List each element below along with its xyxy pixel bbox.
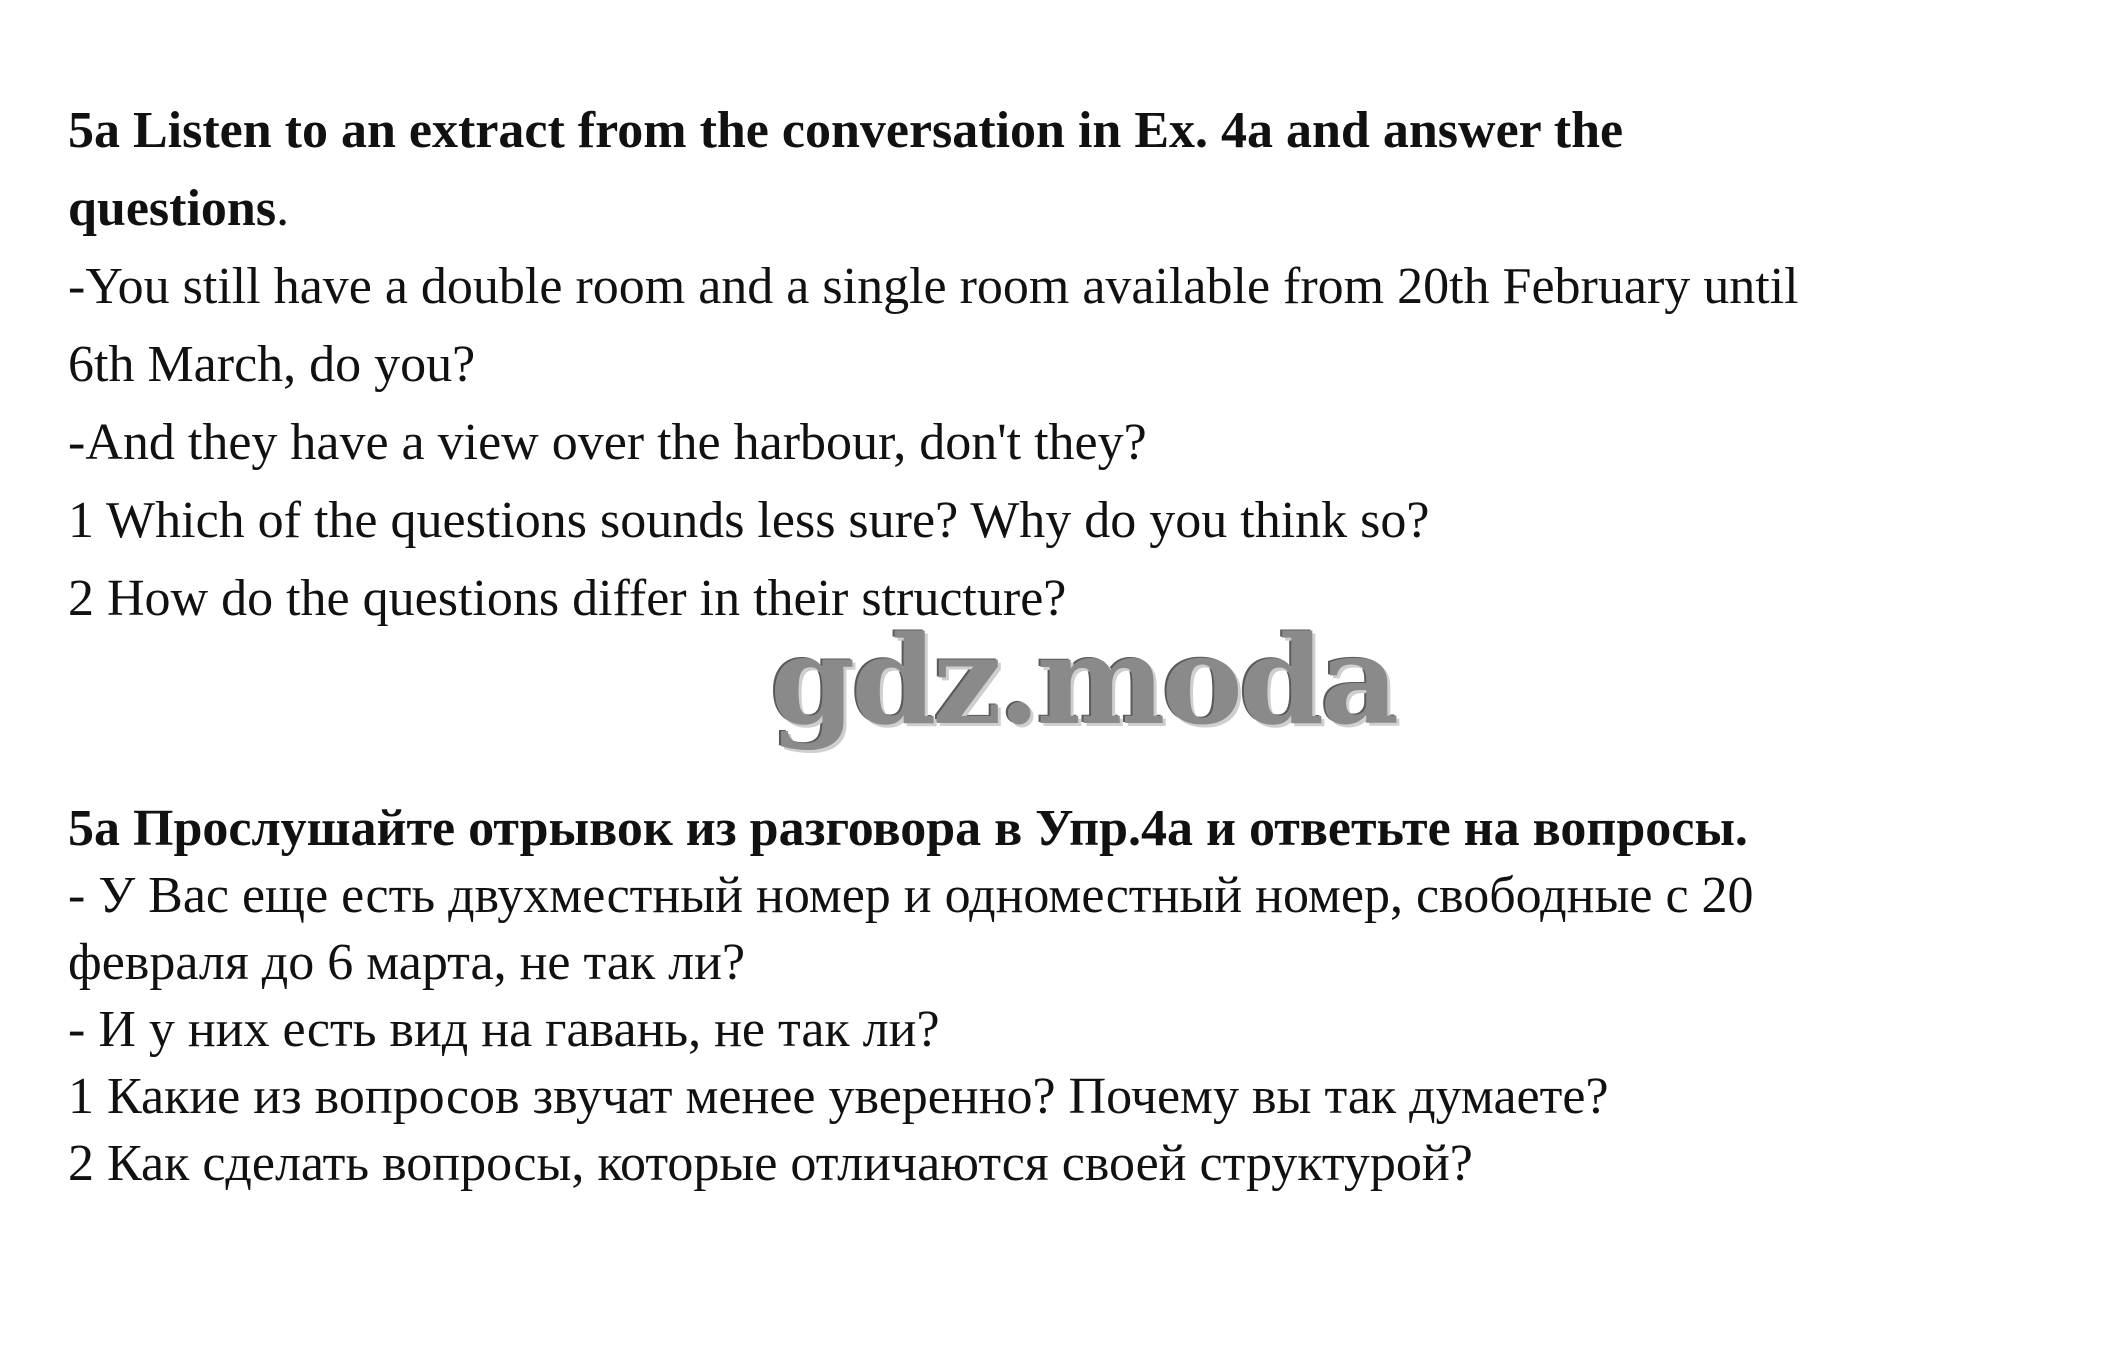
- russian-question-2: - И у них есть вид на гавань, не так ли?: [68, 1001, 940, 1058]
- english-heading-text-1: 5a Listen to an extract from the conversation in Ex. 4a and answer the: [68, 102, 1624, 159]
- russian-heading: 5a Прослушайте отрывок из разговора в Упр.4a и ответьте на вопросы.: [68, 800, 1748, 857]
- english-question-2: -And they have a view over the harbour, don't they?: [68, 414, 1147, 471]
- english-question-1-line-2: 6th March, do you?: [68, 336, 476, 393]
- english-section: [68, 92, 2068, 638]
- english-heading-text-2: questions: [68, 180, 277, 237]
- watermark-logo: gdz.moda: [770, 608, 1396, 752]
- english-heading-period: .: [276, 180, 290, 237]
- english-task-1: 1 Which of the questions sounds less sure? Why do you think so?: [68, 492, 1430, 549]
- russian-task-1: 1 Какие из вопросов звучат менее уверенно? Почему вы так думаете?: [68, 1068, 1609, 1125]
- english-heading-line-2: [68, 170, 2068, 248]
- english-heading-line-1: [68, 92, 2068, 170]
- russian-task-2: 2 Как сделать вопросы, которые отличаются своей структурой?: [68, 1135, 1473, 1192]
- english-question-1-line-1: -You still have a double room and a single room available from 20th February until: [68, 258, 1799, 315]
- russian-section: [68, 795, 2068, 1197]
- russian-question-1-line-2: февраля до 6 марта, не так ли?: [68, 934, 746, 991]
- english-task-2: 2 How do the questions differ in their structure?: [68, 570, 1067, 627]
- russian-question-1-line-1: - У Вас еще есть двухместный номер и одноместный номер, свободные с 20: [68, 867, 1754, 924]
